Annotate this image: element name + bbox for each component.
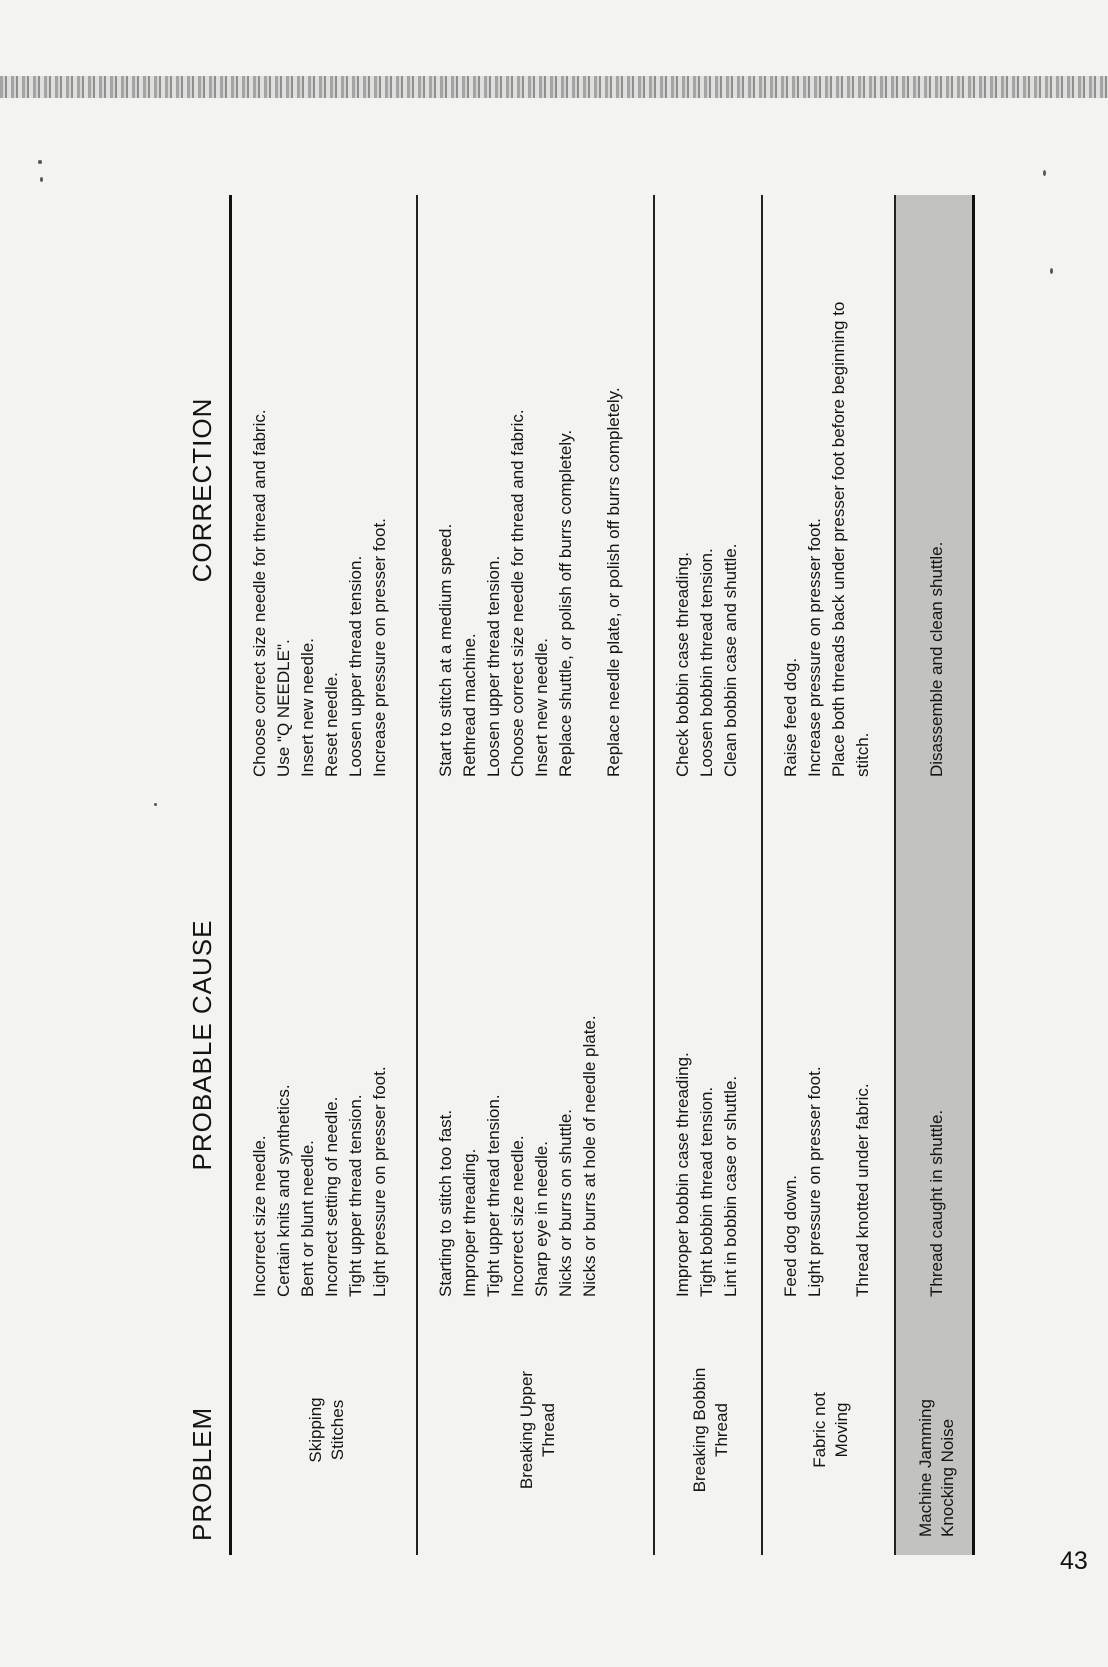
cause-item: Incorrect size needle. [507, 1135, 527, 1297]
correction-item: Reset needle. [322, 672, 341, 777]
correction-item: Loosen upper thread tension. [346, 555, 365, 777]
problem-label: Fabric not [810, 1392, 830, 1468]
table-row [762, 195, 896, 1555]
table-row [231, 195, 417, 1555]
cause-item: Nicks or burrs on shuttle. [555, 1108, 575, 1297]
table-row [654, 195, 762, 1555]
page-number: 43 [1060, 1547, 1088, 1575]
correction-cell [231, 195, 417, 785]
troubleshooting-table [175, 195, 975, 1555]
correction-item: Start to stitch at a medium speed. [435, 523, 455, 777]
problem-label: Moving [832, 1402, 852, 1458]
cause-item: Sharp eye in needle. [531, 1141, 551, 1297]
problem-cell [654, 1305, 762, 1555]
column-header-probable-cause: PROBABLE CAUSE [175, 785, 231, 1305]
table-row [895, 195, 973, 1555]
problem-cell [762, 1305, 896, 1555]
spacer [578, 203, 602, 777]
cause-item: Improper threading. [459, 1148, 479, 1297]
cause-item: Improper bobbin case threading. [672, 1052, 692, 1297]
scan-speck [38, 160, 42, 164]
problem-cell [895, 1305, 973, 1555]
problem-label: Breaking Bobbin [689, 1367, 709, 1493]
cause-item: Incorrect size needle. [250, 1135, 269, 1297]
cause-item: Lint in bobbin case or shuttle. [720, 1075, 740, 1297]
problem-label: Machine Jamming [916, 1399, 936, 1537]
cause-item: Nicks or burrs at hole of needle plate. [579, 1015, 599, 1297]
cause-item: Starting to stitch too fast. [435, 1109, 455, 1297]
correction-item: Replace shuttle, or polish off burrs completely. [555, 429, 575, 777]
table-header [175, 195, 231, 1555]
problem-label: Thread [539, 1403, 559, 1457]
cause-item: Bent or blunt needle. [298, 1140, 317, 1297]
problem-label: Thread [711, 1403, 731, 1457]
correction-item: Place both threads back under presser foot before beginning to stitch. [828, 301, 872, 777]
problem-label: Breaking Upper [517, 1370, 537, 1490]
cause-item: Thread knotted under fabric. [852, 1083, 872, 1297]
problem-cell [231, 1305, 417, 1555]
problem-label: Skipping [305, 1397, 325, 1463]
scan-speck [1043, 170, 1046, 176]
correction-item: Choose correct size needle for thread and fabric. [250, 409, 269, 777]
cause-cell [231, 785, 417, 1305]
correction-item: Rethread machine. [459, 633, 479, 777]
cause-cell [654, 785, 762, 1305]
cause-item: Tight upper thread tension. [346, 1094, 365, 1297]
spacer [827, 793, 851, 1297]
column-header-correction: CORRECTION [175, 195, 231, 785]
correction-cell [654, 195, 762, 785]
correction-item: Replace needle plate, or polish off burrs completely. [603, 387, 623, 777]
cause-cell [417, 785, 654, 1305]
scan-speck [1050, 268, 1053, 274]
cause-cell [895, 785, 973, 1305]
correction-cell [895, 195, 973, 785]
correction-item: Clean bobbin case and shuttle. [720, 543, 740, 777]
column-header-problem: PROBLEM [175, 1305, 231, 1555]
problem-label: Knocking Noise [938, 1418, 958, 1537]
correction-cell [762, 195, 896, 785]
problem-label: Stitches [327, 1399, 347, 1461]
correction-item: Loosen bobbin thread tension. [696, 548, 716, 777]
correction-item: Disassemble and clean shuttle. [927, 541, 947, 777]
cause-item: Light pressure on presser foot. [804, 1066, 824, 1297]
cause-item: Tight upper thread tension. [483, 1094, 503, 1297]
cause-item: Tight bobbin thread tension. [696, 1086, 716, 1297]
scan-speck [154, 803, 157, 806]
cause-item: Certain knits and synthetics. [274, 1084, 293, 1297]
cause-item: Thread caught in shuttle. [927, 1109, 947, 1297]
scan-artifact-band [0, 76, 1108, 98]
correction-item: Choose correct size needle for thread and fabric. [507, 409, 527, 777]
correction-item: Insert new needle. [298, 638, 317, 777]
correction-item: Loosen upper thread tension. [483, 555, 503, 777]
correction-cell [417, 195, 654, 785]
correction-item: Raise feed dog. [780, 657, 800, 777]
correction-item: Use "Q NEEDLE". [274, 639, 293, 777]
correction-item: Increase pressure on presser foot. [804, 518, 824, 777]
problem-cell [417, 1305, 654, 1555]
correction-item: Increase pressure on presser foot. [370, 518, 389, 777]
correction-item: Insert new needle. [531, 638, 551, 777]
cause-cell [762, 785, 896, 1305]
table-row [417, 195, 654, 1555]
scan-speck [40, 177, 43, 182]
cause-item: Feed dog down. [780, 1175, 800, 1297]
correction-item: Check bobbin case threading. [672, 552, 692, 777]
cause-item: Incorrect setting of needle. [322, 1096, 341, 1297]
cause-item: Light pressure on presser foot. [370, 1066, 389, 1297]
